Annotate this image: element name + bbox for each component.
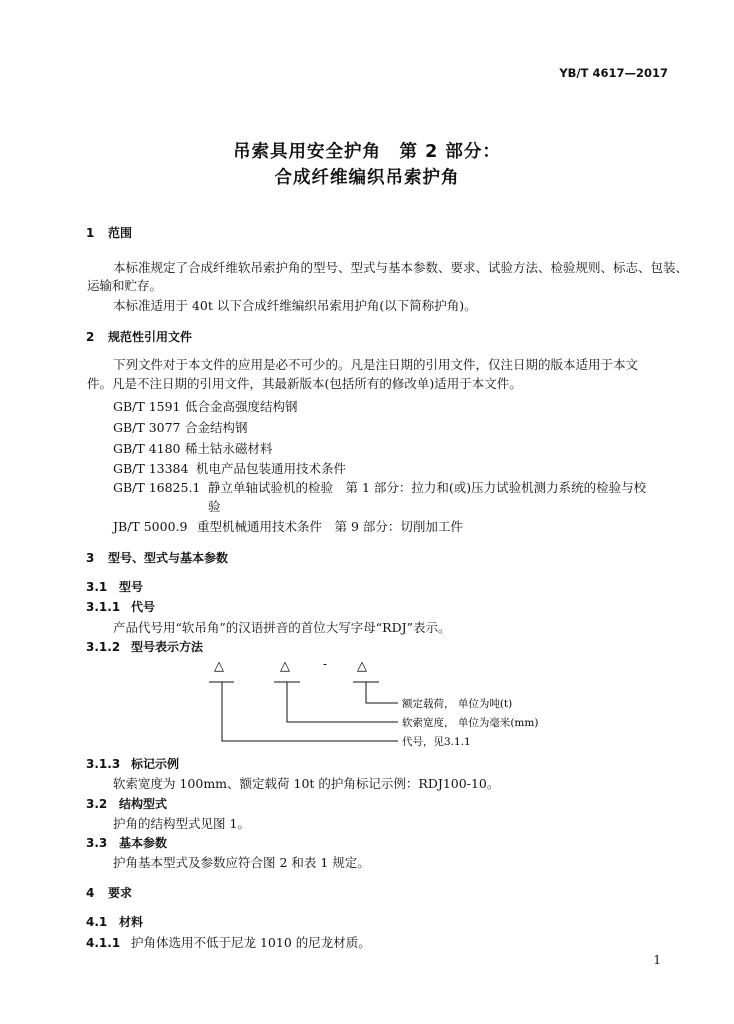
reference-code: GB/T 1591 [113,399,181,414]
reference-code: GB/T 3077 [113,420,181,435]
section-title: 要求 [108,886,133,900]
subsection-title: 材料 [119,915,144,929]
clause-4-1-1 [86,933,371,951]
diagram-label-sling-width: 软索宽度， 单位为毫米(mm) [402,717,539,729]
placeholder-symbol: △ [214,659,224,674]
subsection-title: 结构型式 [119,797,168,811]
leader-line [366,682,398,703]
diagram-label-code: 代号，见3.1.1 [402,736,471,748]
subsection-number: 4.1 [86,915,108,929]
paragraph: 护角的结构型式见图 1。 [113,816,250,831]
paragraph-continued: 运输和贮存。 [87,278,163,293]
reference-code: GB/T 4180 [113,441,181,456]
paragraph: 护角基本型式及参数应符合图 2 和表 1 规定。 [113,855,370,870]
reference-title: 稀土钴永磁材料 [185,441,273,456]
subsection-number: 3.1 [86,580,108,594]
paragraph-continued: 件。凡是不注日期的引用文件，其最新版本(包括所有的修改单)适用于本文件。 [87,376,522,391]
subsection-title: 标记示例 [131,757,180,771]
section-number: 3 [86,551,95,565]
subsection-3-1-3-heading [86,755,179,772]
placeholder-symbol: △ [357,659,367,674]
reference-title: 重型机械通用技术条件 第 9 部分：切削加工件 [197,519,463,534]
standard-number: YB/T 4617—2017 [559,66,668,80]
subsection-4-1-heading [86,913,143,930]
subsection-title: 型号表示方法 [131,640,204,654]
section-number: 1 [86,226,95,240]
subsection-number: 3.2 [86,797,108,811]
reference-code: GB/T 13384 [113,461,189,476]
dash-separator: - [323,657,328,671]
subsection-title: 基本参数 [119,836,168,850]
leader-line [287,682,398,722]
paragraph: 软索宽度为 100mm、额定载荷 10t 的护角标记示例：RDJ100-10。 [113,776,500,791]
subsection-title: 代号 [131,600,156,614]
subsection-title: 型号 [119,580,144,594]
subsection-number: 3.1.2 [86,640,121,654]
reference-code: JB/T 5000.9 [113,519,188,534]
subsection-number: 3.1.3 [86,757,121,771]
reference-title: 机电产品包装通用技术条件 [196,461,347,476]
placeholder-symbol: △ [280,659,290,674]
title-line-1: 吊索具用安全护角 第 2 部分： [233,142,501,162]
leader-line [222,682,398,741]
title-line-2: 合成纤维编织吊索护角 [274,168,460,188]
paragraph: 下列文件对于本文件的应用是必不可少的。凡是注日期的引用文件，仅注日期的版本适用于本文 [113,357,639,372]
section-title: 范围 [108,226,133,240]
paragraph: 产品代号用“软吊角”的汉语拼音的首位大写字母“RDJ”表示。 [113,620,451,635]
subsection-3-2-heading [86,795,167,812]
clause-text: 护角体选用不低于尼龙 1010 的尼龙材质。 [131,935,371,950]
reference-title-continued: 验 [208,499,221,514]
section-number: 4 [86,886,95,900]
reference-title: 合金结构钢 [185,420,248,435]
subsection-number: 3.1.1 [86,600,121,614]
section-4-heading [86,884,132,901]
reference-title: 低合金高强度结构钢 [185,399,298,414]
paragraph: 本标准规定了合成纤维软吊索护角的型号、型式与基本参数、要求、试验方法、检验规则、标志、包装、 [113,260,689,275]
subsection-number: 3.3 [86,836,108,850]
reference-title: 静立单轴试验机的检验 第 1 部分：拉力和(或)压力试验机测力系统的检验与校 [208,480,647,495]
section-title: 型号、型式与基本参数 [108,551,229,565]
page-number: 1 [653,953,661,967]
paragraph: 本标准适用于 40t 以下合成纤维编织吊索用护角(以下简称护角)。 [113,298,477,313]
subsection-3-3-heading [86,834,167,851]
reference-code: GB/T 16825.1 [113,480,201,495]
section-number: 2 [86,330,95,344]
section-title: 规范性引用文件 [108,330,193,344]
clause-number: 4.1.1 [86,936,121,950]
diagram-label-rated-load: 额定载荷， 单位为吨(t) [402,698,513,710]
